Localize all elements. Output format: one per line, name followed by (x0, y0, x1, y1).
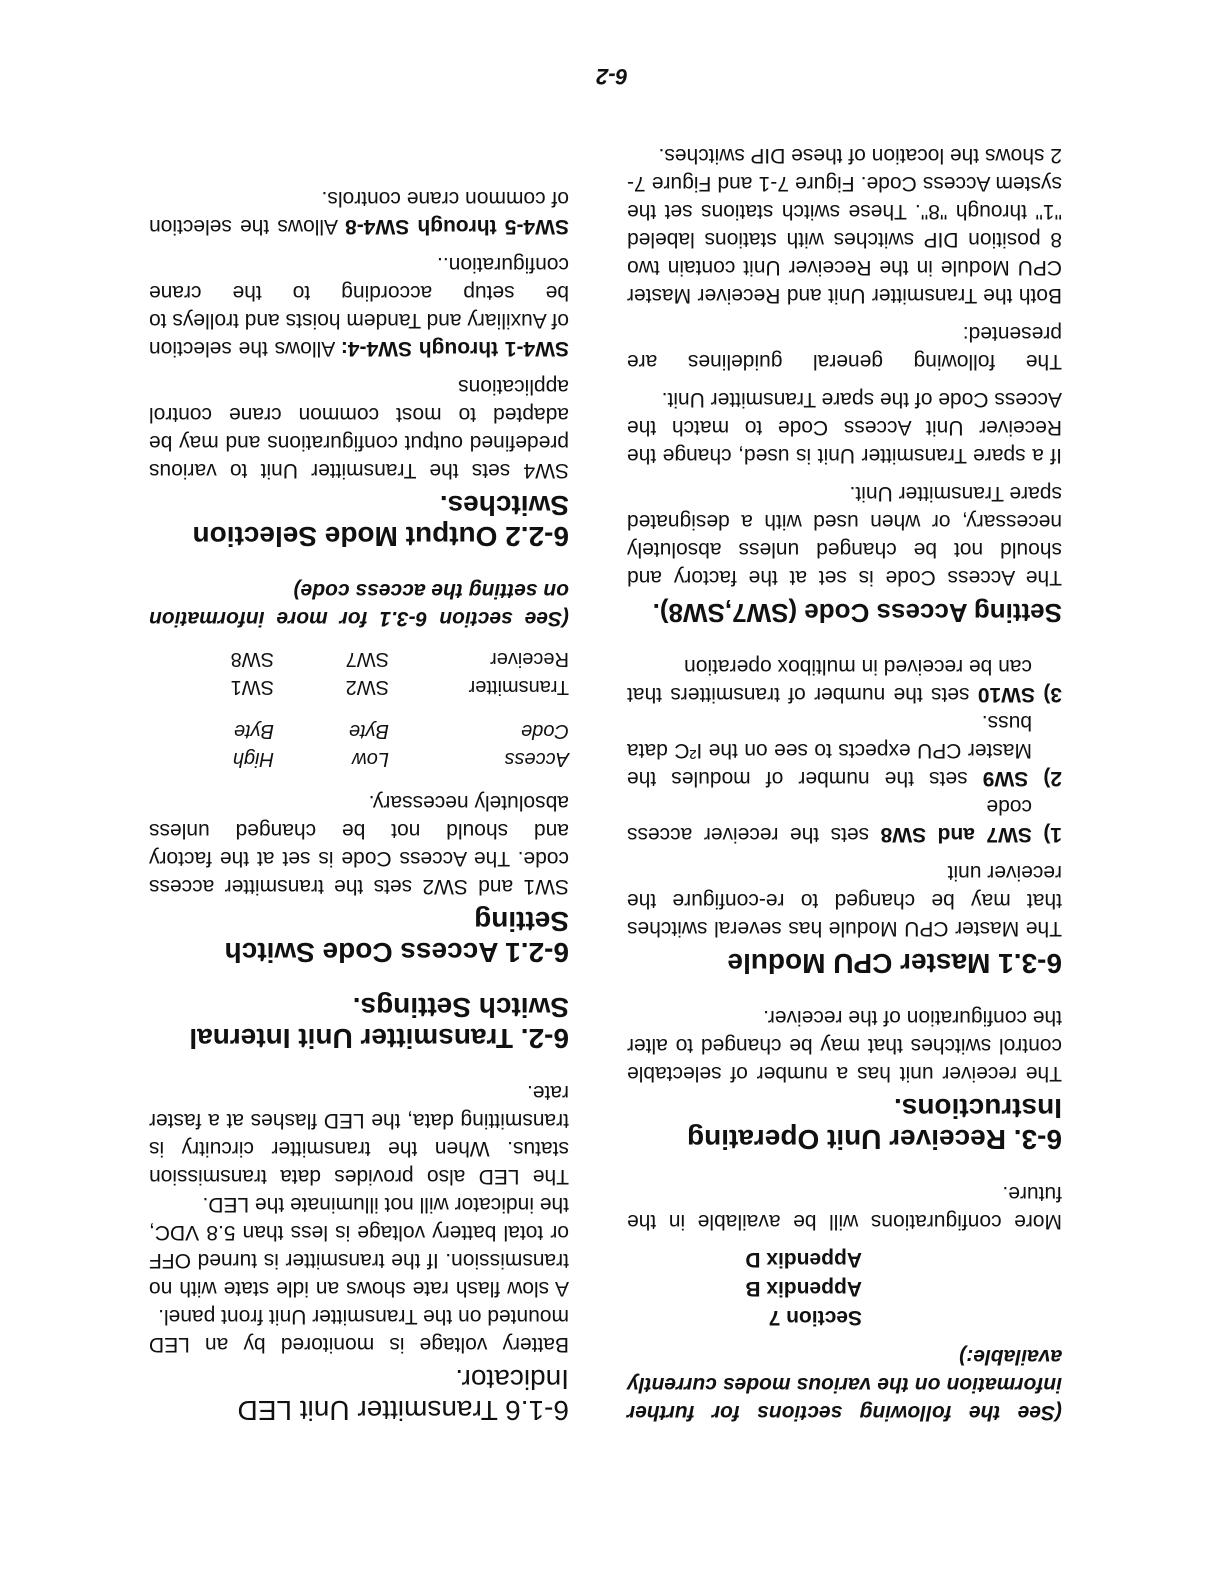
heading-6-3-1: 6-3.1 Master CPU Module (727, 948, 1062, 979)
heading-6-3: 6-3. Receiver Unit Operating Instructions. (686, 1093, 1062, 1155)
output-mode-text: SW4 sets the Transmitter Unit to various predefined output configurations and may be adapted to most common crane control applications (149, 375, 569, 482)
sw4-5-text: SW4-5 through SW4-8 Allows the selection of common crane controls. (149, 187, 569, 238)
table-header-row: Access Low High (232, 748, 569, 770)
future-configurations-text: More configurations will be available in the future. (627, 1182, 1062, 1233)
list-item-2: 2) SW9 sets the number of modules the Master CPU expects to see on the I²C data buss. (627, 711, 1062, 790)
see-section-note: (See section 6-3.1 for more information on setting the access code) (149, 579, 569, 630)
heading-6-2-2: 6-2.2 Output Mode Selection Switches. (192, 490, 569, 552)
sw4-1-text: SW4-1 through SW4-4: Allows the selection of Auxiliary and Tandem hoists and trolleys to be setup according to the crane configuration.. (149, 253, 569, 360)
table-row: Transmitter SW2 SW1 (230, 676, 569, 698)
heading-6-2-1: 6-2.1 Access Code Switch Setting (224, 906, 569, 968)
access-code-paragraph-1: The Access Code is set at the factory and should not be changed unless absolutely necessary, or when used with a designated spare Transmitter Unit. (627, 482, 1062, 589)
further-info-note: (See the following sections for further information on the various modes currently available:) (627, 1345, 1062, 1424)
access-code-paragraph-2: If a spare Transmitter Unit is used, change the Receiver Unit Access Code to match the Access Code of the spare Transmitter Unit. (627, 388, 1062, 467)
list-item-3: 3) SW10 sets the number of transmitters that can be received in multibox operation (627, 655, 1062, 706)
reference-appendix-b: Appendix B (745, 1277, 862, 1300)
led-paragraph-2: A slow flash rate shows an idle state with no transmission. If the transmitter is turned OFF or total battery voltage is less than 5.8 VDC, the indicator will not illuminate the LED. (149, 1193, 569, 1300)
right-column (149, 184, 569, 1426)
master-cpu-text: The Master CPU Module has several switches that may be changed to re-configure the receiver unit (627, 861, 1062, 940)
receiver-intro-text: The receiver unit has a number of selectable control switches that may be changed to alter the configuration of the receiver. (627, 1006, 1062, 1085)
access-code-switch-text: SW1 and SW2 sets the transmitter access code. The Access Code is set at the factory and should not be changed unless absolutely necessary. (149, 791, 569, 898)
left-column (627, 141, 1062, 1426)
heading-6-2: 6-2. Transmitter Unit Internal Switch Settings. (189, 992, 569, 1054)
table-header-row: Code Byte Byte (233, 720, 569, 742)
heading-setting-access-code: Setting Access Code (SW7,SW8). (652, 598, 1062, 628)
access-code-paragraph-3: The following general guidelines are presented: (627, 322, 1062, 373)
table-row: Receiver SW7 SW8 (230, 648, 569, 670)
reference-appendix-d: Appendix D (745, 1248, 862, 1271)
reference-section-7: Section 7 (768, 1306, 862, 1329)
heading-6-1-6: 6-1.6 Transmitter Unit LED Indicator. (237, 1364, 569, 1426)
page-number: 6-2 (596, 64, 628, 89)
access-code-paragraph-4: Both the Transmitter Unit and Receiver Master CPU Module in the Receiver Unit contain two 8 position DIP switches with stations labeled "1" through "8". These switch stations set the system Access Code. Figure 7-1 and Figure 7-2 shows the location of these DIP switches. (627, 144, 1062, 307)
list-item-1: 1) SW7 and SW8 sets the receiver access code (627, 795, 1062, 846)
led-paragraph-3: The LED also provides data transmission status. When the transmitter circuitry is transmitting data, the LED flashes at a faster rate. (149, 1081, 569, 1188)
led-paragraph-1: Battery voltage is monitored by an LED mounted on the Transmitter Unit front panel. (149, 1305, 569, 1356)
access-code-table (231, 644, 569, 772)
